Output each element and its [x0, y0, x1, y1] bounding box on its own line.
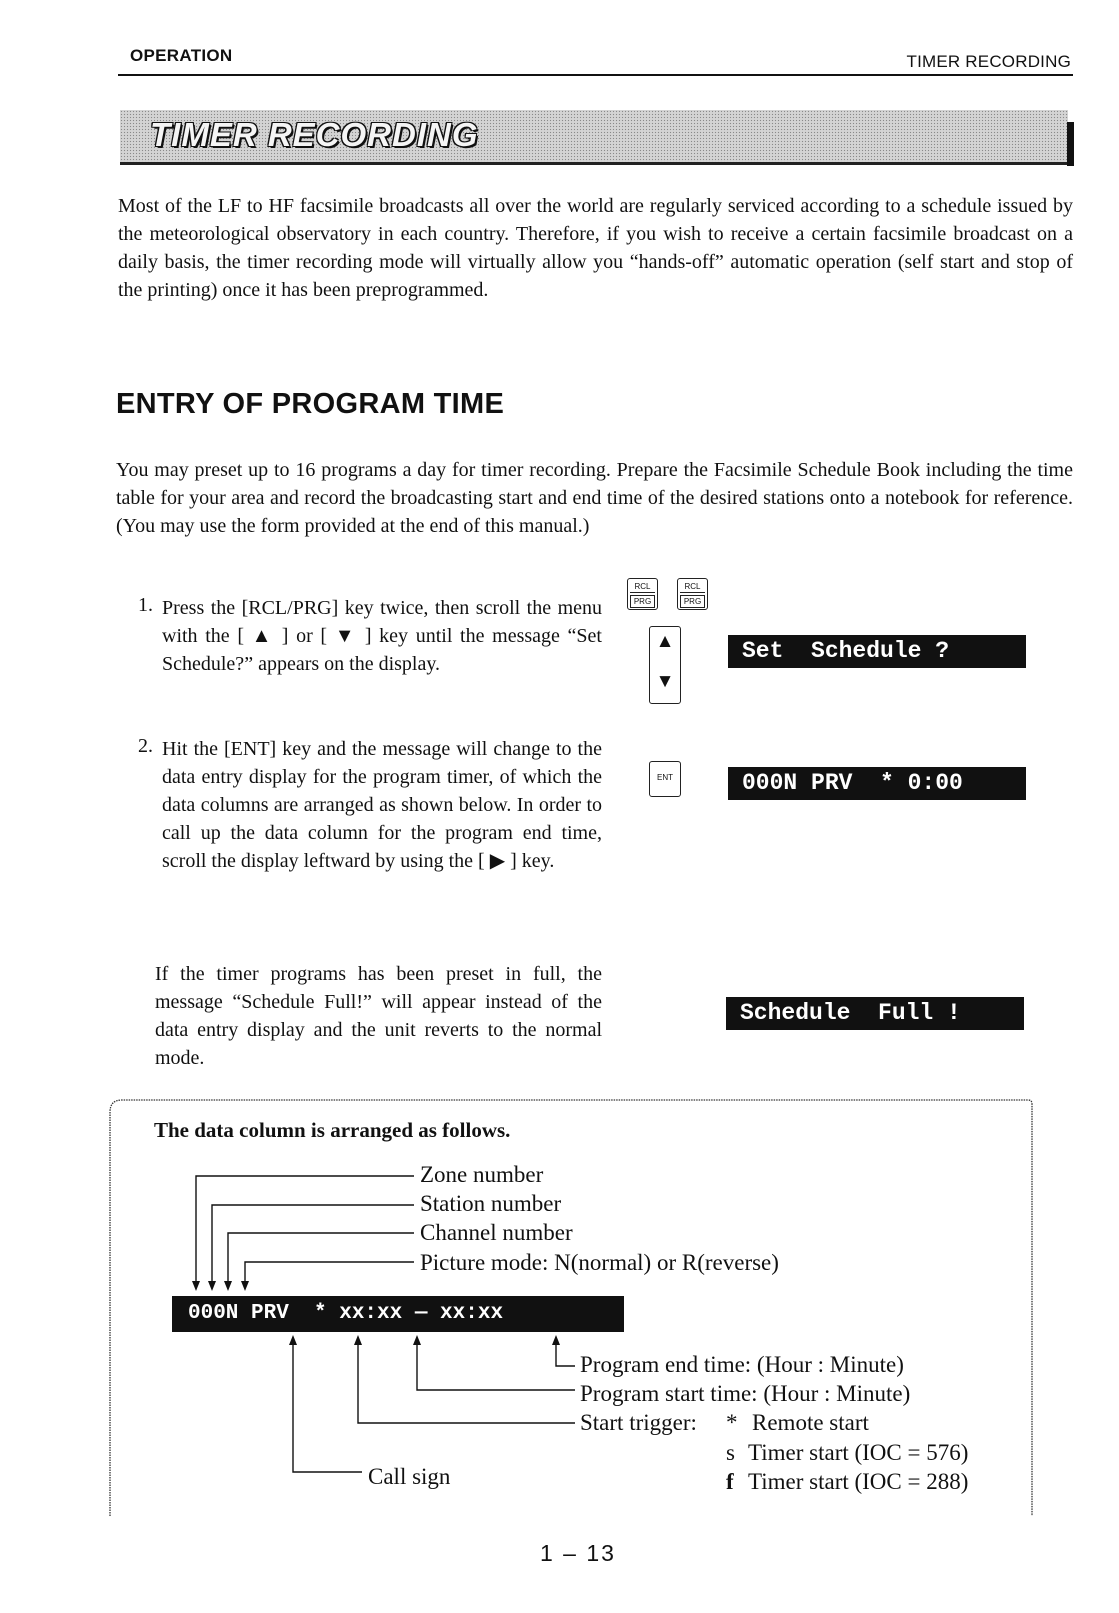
rcl-key-label: RCL	[680, 581, 705, 593]
label-program-start-time: Program start time: (Hour : Minute)	[580, 1381, 911, 1406]
page-number: 1 – 13	[540, 1540, 616, 1566]
trigger-timer-576-symbol: s	[726, 1440, 735, 1465]
label-zone-number: Zone number	[420, 1162, 544, 1187]
prg-key-label: PRG	[680, 595, 705, 608]
lcd-schedule-full: Schedule Full !	[726, 997, 1024, 1030]
header-section-label: OPERATION	[130, 46, 233, 65]
up-arrow-icon: ▲	[655, 631, 675, 652]
step-2-text: Hit the [ENT] key and the message will change to the data entry display for the program timer, of which the data columns are arranged as shown below. In order to call up the data column for the program end time, scroll the display leftward by using the [ ▶ ] key.	[162, 738, 602, 872]
trigger-timer-288-label: Timer start (IOC = 288)	[748, 1469, 969, 1494]
section-title: ENTRY OF PROGRAM TIME	[116, 388, 505, 420]
prg-key-label: PRG	[630, 595, 655, 608]
label-picture-mode: Picture mode: N(normal) or R(reverse)	[420, 1250, 779, 1275]
trigger-remote-symbol: *	[726, 1410, 738, 1435]
trigger-timer-288-symbol: f	[726, 1469, 734, 1494]
label-program-end-time: Program end time: (Hour : Minute)	[580, 1352, 904, 1377]
ent-key-label: ENT	[657, 773, 673, 782]
lcd-data-column: 000N PRV * xx:xx — xx:xx	[172, 1296, 624, 1332]
step-1-text: Press the [RCL/PRG] key twice, then scroll the menu with the [ ▲ ] or [ ▼ ] key until the message “Set Schedule?” appears on the display.	[162, 597, 602, 675]
banner-title: TIMER RECORDING	[150, 116, 479, 153]
header-chapter-label: TIMER RECORDING	[906, 52, 1071, 71]
step-2-number: 2.	[138, 735, 153, 757]
lcd-set-schedule: Set Schedule ?	[728, 635, 1026, 668]
diagram-title: The data column is arranged as follows.	[154, 1118, 511, 1142]
label-call-sign: Call sign	[368, 1464, 451, 1489]
schedule-full-note: If the timer programs has been preset in full, the message “Schedule Full!” will appear instead of the data entry display and the unit reverts to the normal mode.	[155, 963, 602, 1069]
intro-paragraph: Most of the LF to HF facsimile broadcasts all over the world are regularly serviced according to a schedule issued by the meteorological observatory in each country. Therefore, if you wish to receive a certain facsimile broadcast on a daily basis, the timer recording mode will virtually allow you “hands-off” automatic operation (self start and stop of the printing) once it has been preprogrammed.	[118, 195, 1073, 301]
label-station-number: Station number	[420, 1191, 562, 1216]
trigger-remote-label: Remote start	[752, 1410, 869, 1435]
section-paragraph: You may preset up to 16 programs a day for timer recording. Prepare the Facsimile Schedule Book including the time table for your area and record the broadcasting start and end time of the desired stations onto a notebook for reference. (You may use the form provided at the end of this manual.)	[116, 459, 1073, 537]
rcl-key-label: RCL	[630, 581, 655, 593]
down-arrow-icon: ▼	[655, 671, 675, 692]
step-1-number: 1.	[138, 594, 153, 616]
label-start-trigger: Start trigger:	[580, 1410, 697, 1435]
lcd-entry-display: 000N PRV * 0:00	[728, 767, 1026, 800]
label-channel-number: Channel number	[420, 1220, 573, 1245]
trigger-timer-576-label: Timer start (IOC = 576)	[748, 1440, 969, 1465]
